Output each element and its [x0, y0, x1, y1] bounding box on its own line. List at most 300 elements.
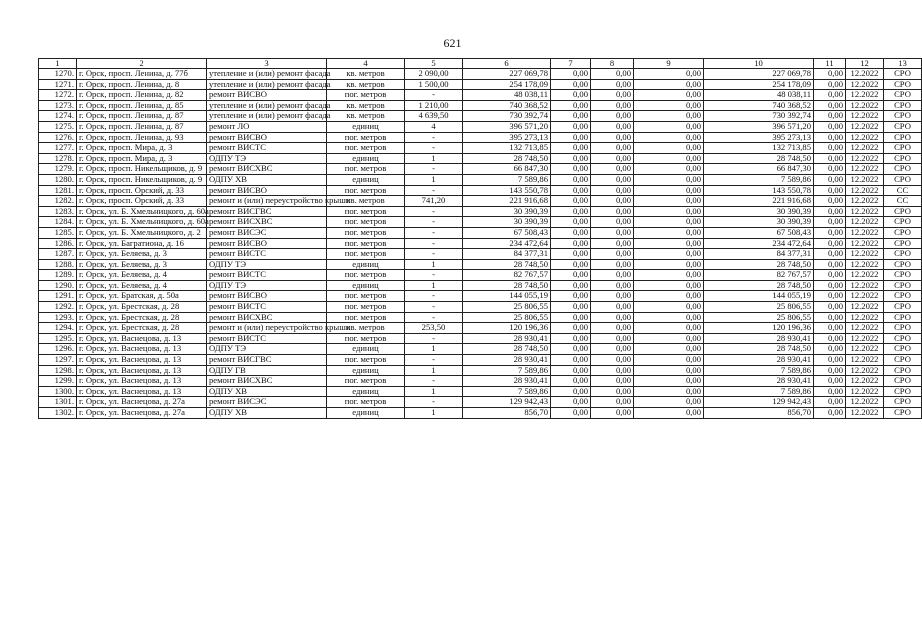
row-number-cell: 1298.	[39, 365, 77, 376]
volume-cell: 1	[405, 386, 463, 397]
completion-date-cell: 12.2022	[846, 185, 884, 196]
column-header: 6	[463, 59, 551, 69]
cost-other-cell: 0,00	[814, 196, 846, 207]
cost-other-cell: 0,00	[814, 90, 846, 101]
cost-regional-cell: 0,00	[591, 302, 634, 313]
cost-owners-cell: 28 748,50	[704, 344, 814, 355]
unit-cell: пог. метров	[327, 164, 405, 175]
method-cell: СРО	[884, 164, 922, 175]
cost-local-cell: 0,00	[634, 365, 704, 376]
completion-date-cell: 12.2022	[846, 291, 884, 302]
row-number-cell: 1280.	[39, 174, 77, 185]
cost-other-cell: 0,00	[814, 344, 846, 355]
address-cell: г. Орск, просп. Орский, д. 33	[77, 185, 207, 196]
cost-other-cell: 0,00	[814, 238, 846, 249]
address-cell: г. Орск, ул. Васнецова, д. 27а	[77, 397, 207, 408]
cost-total-cell: 66 847,30	[463, 164, 551, 175]
cost-owners-cell: 254 178,09	[704, 79, 814, 90]
work-type-cell: утепление и (или) ремонт фасада	[207, 69, 327, 80]
unit-cell: кв. метров	[327, 111, 405, 122]
cost-owners-cell: 7 589,86	[704, 174, 814, 185]
column-header: 8	[591, 59, 634, 69]
cost-federal-cell: 0,00	[551, 376, 591, 387]
cost-other-cell: 0,00	[814, 153, 846, 164]
method-cell: СРО	[884, 153, 922, 164]
cost-federal-cell: 0,00	[551, 164, 591, 175]
cost-local-cell: 0,00	[634, 355, 704, 366]
cost-total-cell: 25 806,55	[463, 302, 551, 313]
volume-cell: -	[405, 397, 463, 408]
cost-regional-cell: 0,00	[591, 386, 634, 397]
work-type-cell: ремонт ВИСВО	[207, 238, 327, 249]
volume-cell: 4	[405, 121, 463, 132]
cost-other-cell: 0,00	[814, 249, 846, 260]
address-cell: г. Орск, просп. Ленина, д. 77б	[77, 69, 207, 80]
cost-owners-cell: 66 847,30	[704, 164, 814, 175]
table-row	[39, 376, 922, 387]
cost-local-cell: 0,00	[634, 90, 704, 101]
work-type-cell: ремонт ВИСГВС	[207, 206, 327, 217]
cost-federal-cell: 0,00	[551, 344, 591, 355]
cost-regional-cell: 0,00	[591, 365, 634, 376]
method-cell: СРО	[884, 69, 922, 80]
cost-other-cell: 0,00	[814, 259, 846, 270]
table-row	[39, 386, 922, 397]
table-row	[39, 344, 922, 355]
address-cell: г. Орск, просп. Ленина, д. 93	[77, 132, 207, 143]
work-type-cell: ОДПУ ХВ	[207, 408, 327, 419]
unit-cell: кв. метров	[327, 196, 405, 207]
cost-owners-cell: 28 748,50	[704, 280, 814, 291]
work-type-cell: ОДПУ ХВ	[207, 174, 327, 185]
unit-cell: пог. метров	[327, 312, 405, 323]
cost-total-cell: 28 930,41	[463, 376, 551, 387]
completion-date-cell: 12.2022	[846, 217, 884, 228]
volume-cell: -	[405, 185, 463, 196]
method-cell: СРО	[884, 100, 922, 111]
unit-cell: единиц	[327, 386, 405, 397]
method-cell: СРО	[884, 270, 922, 281]
method-cell: СРО	[884, 333, 922, 344]
cost-owners-cell: 28 930,41	[704, 376, 814, 387]
row-number-cell: 1294.	[39, 323, 77, 334]
cost-other-cell: 0,00	[814, 164, 846, 175]
completion-date-cell: 12.2022	[846, 333, 884, 344]
method-cell: СРО	[884, 121, 922, 132]
cost-federal-cell: 0,00	[551, 312, 591, 323]
cost-total-cell: 7 589,86	[463, 174, 551, 185]
cost-local-cell: 0,00	[634, 206, 704, 217]
column-header: 12	[846, 59, 884, 69]
cost-local-cell: 0,00	[634, 132, 704, 143]
row-number-cell: 1291.	[39, 291, 77, 302]
cost-federal-cell: 0,00	[551, 259, 591, 270]
cost-regional-cell: 0,00	[591, 206, 634, 217]
unit-cell: единиц	[327, 259, 405, 270]
cost-local-cell: 0,00	[634, 333, 704, 344]
cost-federal-cell: 0,00	[551, 291, 591, 302]
table-row	[39, 280, 922, 291]
table-row	[39, 333, 922, 344]
cost-other-cell: 0,00	[814, 206, 846, 217]
cost-total-cell: 254 178,09	[463, 79, 551, 90]
cost-local-cell: 0,00	[634, 249, 704, 260]
method-cell: СРО	[884, 376, 922, 387]
cost-federal-cell: 0,00	[551, 397, 591, 408]
unit-cell: кв. метров	[327, 79, 405, 90]
volume-cell: -	[405, 312, 463, 323]
cost-regional-cell: 0,00	[591, 259, 634, 270]
address-cell: г. Орск, ул. Беляева, д. 3	[77, 249, 207, 260]
cost-regional-cell: 0,00	[591, 69, 634, 80]
unit-cell: пог. метров	[327, 270, 405, 281]
row-number-cell: 1283.	[39, 206, 77, 217]
work-type-cell: ремонт и (или) переустройство крыши	[207, 196, 327, 207]
cost-owners-cell: 120 196,36	[704, 323, 814, 334]
table-row	[39, 408, 922, 419]
cost-owners-cell: 129 942,43	[704, 397, 814, 408]
cost-total-cell: 30 390,39	[463, 217, 551, 228]
unit-cell: пог. метров	[327, 217, 405, 228]
table-row	[39, 164, 922, 175]
cost-federal-cell: 0,00	[551, 143, 591, 154]
cost-regional-cell: 0,00	[591, 323, 634, 334]
table-row	[39, 397, 922, 408]
cost-local-cell: 0,00	[634, 164, 704, 175]
table-row	[39, 90, 922, 101]
cost-total-cell: 740 368,52	[463, 100, 551, 111]
address-cell: г. Орск, ул. Брестская, д. 28	[77, 302, 207, 313]
cost-local-cell: 0,00	[634, 238, 704, 249]
cost-owners-cell: 67 508,43	[704, 227, 814, 238]
table-header-row	[39, 59, 922, 69]
cost-other-cell: 0,00	[814, 397, 846, 408]
cost-other-cell: 0,00	[814, 227, 846, 238]
method-cell: СРО	[884, 344, 922, 355]
cost-other-cell: 0,00	[814, 386, 846, 397]
completion-date-cell: 12.2022	[846, 355, 884, 366]
cost-federal-cell: 0,00	[551, 121, 591, 132]
cost-total-cell: 48 038,11	[463, 90, 551, 101]
volume-cell: -	[405, 217, 463, 228]
cost-total-cell: 82 767,57	[463, 270, 551, 281]
page-number: 621	[443, 36, 462, 50]
completion-date-cell: 12.2022	[846, 408, 884, 419]
cost-regional-cell: 0,00	[591, 333, 634, 344]
completion-date-cell: 12.2022	[846, 143, 884, 154]
table-row	[39, 111, 922, 122]
address-cell: г. Орск, ул. Багратиона, д. 16	[77, 238, 207, 249]
address-cell: г. Орск, просп. Ленина, д. 85	[77, 100, 207, 111]
cost-total-cell: 7 589,86	[463, 365, 551, 376]
column-header: 9	[634, 59, 704, 69]
unit-cell: единиц	[327, 408, 405, 419]
work-type-cell: ремонт ВИСХВС	[207, 376, 327, 387]
table-row	[39, 302, 922, 313]
completion-date-cell: 12.2022	[846, 365, 884, 376]
cost-owners-cell: 395 273,13	[704, 132, 814, 143]
work-type-cell: ОДПУ ТЭ	[207, 153, 327, 164]
cost-total-cell: 28 748,50	[463, 280, 551, 291]
row-number-cell: 1275.	[39, 121, 77, 132]
volume-cell: 1	[405, 365, 463, 376]
column-header: 7	[551, 59, 591, 69]
cost-regional-cell: 0,00	[591, 397, 634, 408]
cost-total-cell: 28 930,41	[463, 355, 551, 366]
work-type-cell: ОДПУ ГВ	[207, 365, 327, 376]
table-row	[39, 259, 922, 270]
table-row	[39, 132, 922, 143]
cost-total-cell: 395 273,13	[463, 132, 551, 143]
method-cell: СРО	[884, 206, 922, 217]
cost-total-cell: 144 055,19	[463, 291, 551, 302]
volume-cell: 1 500,00	[405, 79, 463, 90]
unit-cell: пог. метров	[327, 185, 405, 196]
cost-owners-cell: 30 390,39	[704, 217, 814, 228]
volume-cell: -	[405, 164, 463, 175]
table-row	[39, 185, 922, 196]
cost-total-cell: 221 916,68	[463, 196, 551, 207]
cost-regional-cell: 0,00	[591, 90, 634, 101]
cost-total-cell: 234 472,64	[463, 238, 551, 249]
cost-owners-cell: 7 589,86	[704, 386, 814, 397]
cost-federal-cell: 0,00	[551, 227, 591, 238]
volume-cell: 1 210,00	[405, 100, 463, 111]
cost-total-cell: 7 589,86	[463, 386, 551, 397]
work-type-cell: ремонт ВИСВО	[207, 185, 327, 196]
address-cell: г. Орск, ул. Братская, д. 50а	[77, 291, 207, 302]
cost-owners-cell: 740 368,52	[704, 100, 814, 111]
row-number-cell: 1274.	[39, 111, 77, 122]
cost-federal-cell: 0,00	[551, 132, 591, 143]
cost-other-cell: 0,00	[814, 365, 846, 376]
method-cell: СРО	[884, 111, 922, 122]
cost-federal-cell: 0,00	[551, 386, 591, 397]
cost-other-cell: 0,00	[814, 185, 846, 196]
table-row	[39, 217, 922, 228]
cost-federal-cell: 0,00	[551, 249, 591, 260]
address-cell: г. Орск, просп. Никельщиков, д. 9	[77, 164, 207, 175]
work-type-cell: ОДПУ ТЭ	[207, 280, 327, 291]
cost-owners-cell: 82 767,57	[704, 270, 814, 281]
cost-owners-cell: 30 390,39	[704, 206, 814, 217]
column-header: 1	[39, 59, 77, 69]
cost-regional-cell: 0,00	[591, 174, 634, 185]
work-type-cell: ремонт ВИСТС	[207, 270, 327, 281]
cost-local-cell: 0,00	[634, 302, 704, 313]
cost-owners-cell: 856,70	[704, 408, 814, 419]
table-row	[39, 323, 922, 334]
cost-local-cell: 0,00	[634, 280, 704, 291]
table-row	[39, 69, 922, 80]
cost-regional-cell: 0,00	[591, 249, 634, 260]
unit-cell: пог. метров	[327, 90, 405, 101]
cost-local-cell: 0,00	[634, 79, 704, 90]
cost-other-cell: 0,00	[814, 217, 846, 228]
address-cell: г. Орск, ул. Б. Хмельницкого, д. 60а	[77, 217, 207, 228]
work-type-cell: ОДПУ ХВ	[207, 386, 327, 397]
address-cell: г. Орск, просп. Ленина, д. 87	[77, 111, 207, 122]
cost-total-cell: 30 390,39	[463, 206, 551, 217]
cost-other-cell: 0,00	[814, 69, 846, 80]
work-type-cell: утепление и (или) ремонт фасада	[207, 79, 327, 90]
address-cell: г. Орск, ул. Брестская, д. 28	[77, 312, 207, 323]
work-type-cell: утепление и (или) ремонт фасада	[207, 111, 327, 122]
volume-cell: -	[405, 90, 463, 101]
cost-other-cell: 0,00	[814, 111, 846, 122]
column-header: 5	[405, 59, 463, 69]
cost-regional-cell: 0,00	[591, 280, 634, 291]
volume-cell: 1	[405, 259, 463, 270]
cost-owners-cell: 227 069,78	[704, 69, 814, 80]
work-type-cell: ремонт и (или) переустройство крыши	[207, 323, 327, 334]
cost-local-cell: 0,00	[634, 185, 704, 196]
address-cell: г. Орск, просп. Мира, д. 3	[77, 143, 207, 154]
work-type-cell: ремонт ВИСТС	[207, 249, 327, 260]
cost-total-cell: 28 748,50	[463, 344, 551, 355]
cost-owners-cell: 84 377,31	[704, 249, 814, 260]
table-row	[39, 143, 922, 154]
work-type-cell: ремонт ВИСЭС	[207, 227, 327, 238]
column-header: 11	[814, 59, 846, 69]
volume-cell: 2 090,00	[405, 69, 463, 80]
volume-cell: 1	[405, 408, 463, 419]
table-row	[39, 238, 922, 249]
table-row	[39, 270, 922, 281]
cost-other-cell: 0,00	[814, 280, 846, 291]
row-number-cell: 1296.	[39, 344, 77, 355]
work-type-cell: ремонт ВИСВО	[207, 90, 327, 101]
table-row	[39, 312, 922, 323]
cost-total-cell: 28 930,41	[463, 333, 551, 344]
cost-local-cell: 0,00	[634, 376, 704, 387]
completion-date-cell: 12.2022	[846, 386, 884, 397]
volume-cell: -	[405, 143, 463, 154]
cost-federal-cell: 0,00	[551, 365, 591, 376]
address-cell: г. Орск, просп. Орский, д. 33	[77, 196, 207, 207]
completion-date-cell: 12.2022	[846, 323, 884, 334]
cost-other-cell: 0,00	[814, 100, 846, 111]
row-number-cell: 1278.	[39, 153, 77, 164]
work-type-cell: ремонт ЛО	[207, 121, 327, 132]
cost-other-cell: 0,00	[814, 143, 846, 154]
unit-cell: пог. метров	[327, 291, 405, 302]
table-row	[39, 227, 922, 238]
unit-cell: единиц	[327, 153, 405, 164]
row-number-cell: 1287.	[39, 249, 77, 260]
cost-federal-cell: 0,00	[551, 153, 591, 164]
unit-cell: единиц	[327, 280, 405, 291]
row-number-cell: 1299.	[39, 376, 77, 387]
cost-other-cell: 0,00	[814, 408, 846, 419]
cost-federal-cell: 0,00	[551, 333, 591, 344]
completion-date-cell: 12.2022	[846, 90, 884, 101]
address-cell: г. Орск, ул. Васнецова, д. 13	[77, 355, 207, 366]
unit-cell: пог. метров	[327, 333, 405, 344]
row-number-cell: 1273.	[39, 100, 77, 111]
cost-local-cell: 0,00	[634, 174, 704, 185]
cost-other-cell: 0,00	[814, 312, 846, 323]
works-register-table	[38, 58, 922, 419]
cost-other-cell: 0,00	[814, 355, 846, 366]
method-cell: СРО	[884, 397, 922, 408]
table-row	[39, 291, 922, 302]
cost-regional-cell: 0,00	[591, 196, 634, 207]
cost-owners-cell: 7 589,86	[704, 365, 814, 376]
row-number-cell: 1279.	[39, 164, 77, 175]
cost-total-cell: 143 550,78	[463, 185, 551, 196]
completion-date-cell: 12.2022	[846, 270, 884, 281]
address-cell: г. Орск, ул. Васнецова, д. 13	[77, 365, 207, 376]
completion-date-cell: 12.2022	[846, 69, 884, 80]
address-cell: г. Орск, ул. Васнецова, д. 13	[77, 386, 207, 397]
volume-cell: -	[405, 206, 463, 217]
cost-owners-cell: 28 748,50	[704, 153, 814, 164]
cost-regional-cell: 0,00	[591, 79, 634, 90]
completion-date-cell: 12.2022	[846, 111, 884, 122]
volume-cell: -	[405, 132, 463, 143]
cost-local-cell: 0,00	[634, 270, 704, 281]
work-type-cell: ремонт ВИСТС	[207, 333, 327, 344]
cost-federal-cell: 0,00	[551, 280, 591, 291]
table-row	[39, 100, 922, 111]
completion-date-cell: 12.2022	[846, 132, 884, 143]
cost-federal-cell: 0,00	[551, 217, 591, 228]
unit-cell: кв. метров	[327, 323, 405, 334]
method-cell: СРО	[884, 227, 922, 238]
cost-owners-cell: 144 055,19	[704, 291, 814, 302]
completion-date-cell: 12.2022	[846, 100, 884, 111]
cost-total-cell: 84 377,31	[463, 249, 551, 260]
completion-date-cell: 12.2022	[846, 153, 884, 164]
unit-cell: единиц	[327, 344, 405, 355]
cost-local-cell: 0,00	[634, 111, 704, 122]
method-cell: СРО	[884, 79, 922, 90]
address-cell: г. Орск, просп. Ленина, д. 87	[77, 121, 207, 132]
cost-owners-cell: 143 550,78	[704, 185, 814, 196]
cost-total-cell: 227 069,78	[463, 69, 551, 80]
completion-date-cell: 12.2022	[846, 259, 884, 270]
completion-date-cell: 12.2022	[846, 344, 884, 355]
row-number-cell: 1288.	[39, 259, 77, 270]
cost-regional-cell: 0,00	[591, 227, 634, 238]
cost-other-cell: 0,00	[814, 132, 846, 143]
cost-regional-cell: 0,00	[591, 408, 634, 419]
cost-total-cell: 132 713,85	[463, 143, 551, 154]
column-header: 2	[77, 59, 207, 69]
table-body	[39, 69, 922, 419]
cost-local-cell: 0,00	[634, 291, 704, 302]
method-cell: СРО	[884, 312, 922, 323]
method-cell: СРО	[884, 238, 922, 249]
cost-regional-cell: 0,00	[591, 185, 634, 196]
cost-federal-cell: 0,00	[551, 185, 591, 196]
cost-total-cell: 730 392,74	[463, 111, 551, 122]
completion-date-cell: 12.2022	[846, 376, 884, 387]
volume-cell: -	[405, 355, 463, 366]
cost-owners-cell: 28 930,41	[704, 333, 814, 344]
method-cell: СРО	[884, 291, 922, 302]
cost-owners-cell: 25 806,55	[704, 312, 814, 323]
column-header: 4	[327, 59, 405, 69]
row-number-cell: 1302.	[39, 408, 77, 419]
cost-local-cell: 0,00	[634, 227, 704, 238]
unit-cell: пог. метров	[327, 227, 405, 238]
row-number-cell: 1289.	[39, 270, 77, 281]
cost-regional-cell: 0,00	[591, 344, 634, 355]
cost-owners-cell: 396 571,20	[704, 121, 814, 132]
completion-date-cell: 12.2022	[846, 280, 884, 291]
